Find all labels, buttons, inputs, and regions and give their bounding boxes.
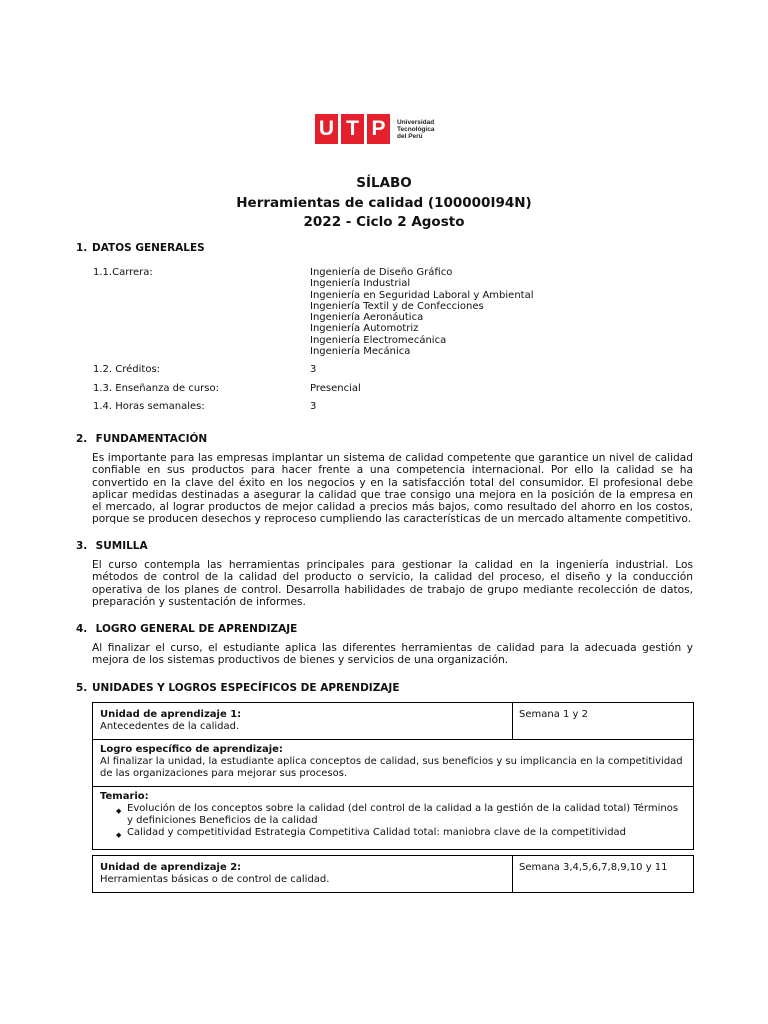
title-silabo: SÍLABO xyxy=(356,175,412,191)
carrera-label: 1.1.Carrera: xyxy=(93,267,153,278)
unidad-1-header: Unidad de aprendizaje 1: Antecedentes de la calidad. xyxy=(100,709,242,732)
section-fundamentacion: 2. FUNDAMENTACIÓN xyxy=(76,433,208,445)
fundamentacion-text: Es importante para las empresas implantar un sistema de calidad competente que garantice un nivel de calidad confiable en sus productos para hacer frente a una competencia internacional. Por ello la calidad se ha convertido en la clave del éxito en los negocios y en la satisfacción total del consumidor. El profesional debe aplicar medidas destinadas a asegurar la calidad que trae consigo una mejora en la posición de la empresa en el mercado, al lograr productos de mejor calidad a precios más bajos, como resultado del ahorro en los costos, porque se producen desechos y reproceso cumpliendo las características de un mercado altamente competitivo. xyxy=(92,452,693,526)
carrera-item: Ingeniería Aeronáutica xyxy=(310,312,424,324)
creditos-value: 3 xyxy=(310,364,317,375)
temario-item: ◆ Calidad y competitividad Estrategia Competitiva Calidad total: maniobra clave de la competitividad xyxy=(127,827,686,839)
logo-letter-t: T xyxy=(341,114,364,144)
section-sumilla: 3. SUMILLA xyxy=(76,540,148,552)
unidad-2-table xyxy=(92,855,694,893)
document-title xyxy=(0,174,768,233)
unidad-1-temario: Temario: ◆ Evolución de los conceptos sobre la calidad (del control de la calidad a la gestión de la calidad total) Términos y definiciones Beneficios de la calidad ◆ Calidad y competitividad Estrategia Competitiva Calidad total: maniobra clave de la competitividad xyxy=(100,791,686,839)
unidad-1-table xyxy=(92,702,694,850)
logo-letter-u: U xyxy=(315,114,338,144)
section-datos-generales: 1. DATOS GENERALES xyxy=(76,242,205,254)
unidad-2-semana: Semana 3,4,5,6,7,8,9,10 y 11 xyxy=(519,862,668,873)
temario-item: ◆ Evolución de los conceptos sobre la calidad (del control de la calidad a la gestión de la calidad total) Términos y definiciones Beneficios de la calidad xyxy=(127,803,686,827)
carrera-item: Ingeniería Industrial xyxy=(310,278,411,290)
unidad-1-semana: Semana 1 y 2 xyxy=(519,709,589,720)
horas-label: 1.4. Horas semanales: xyxy=(93,401,205,412)
logo-text: Universidad Tecnológica del Perú xyxy=(397,118,435,140)
unidad-1-logro: Logro específico de aprendizaje: Al finalizar la unidad, la estudiante aplica conceptos de calidad, sus beneficios y su implicancia en la competitividad de las organizaciones para mejorar sus procesos. xyxy=(100,744,683,779)
carrera-list xyxy=(310,267,533,357)
horas-value: 3 xyxy=(310,401,317,412)
ensenanza-value: Presencial xyxy=(310,383,361,394)
unidad-1-name: Antecedentes de la calidad. xyxy=(100,721,240,732)
title-course: Herramientas de calidad (100000I94N) xyxy=(236,194,532,211)
title-period: 2022 - Ciclo 2 Agosto xyxy=(303,214,465,230)
carrera-item: Ingeniería Mecánica xyxy=(310,346,411,358)
section-logro-general: 4. LOGRO GENERAL DE APRENDIZAJE xyxy=(76,623,298,635)
section-unidades: 5. UNIDADES Y LOGROS ESPECÍFICOS DE APRENDIZAJE xyxy=(76,682,400,694)
carrera-item: Ingeniería Electromecánica xyxy=(310,334,447,346)
ensenanza-label: 1.3. Enseñanza de curso: xyxy=(93,383,219,394)
carrera-item: Ingeniería en Seguridad Laboral y Ambiental xyxy=(310,289,534,301)
logo-letter-p: P xyxy=(367,114,390,144)
utp-logo xyxy=(315,114,434,144)
logro-general-text: Al finalizar el curso, el estudiante aplica las diferentes herramientas de calidad para la adecuada gestión y mejora de los sistemas productivos de bienes y servicios de una organización. xyxy=(92,642,693,667)
carrera-item: Ingeniería de Diseño Gráfico xyxy=(310,267,453,278)
unidad-2-name: Herramientas básicas o de control de calidad. xyxy=(100,874,330,885)
unidad-2-header: Unidad de aprendizaje 2: Herramientas básicas o de control de calidad. xyxy=(100,862,330,885)
creditos-label: 1.2. Créditos: xyxy=(93,364,161,375)
sumilla-text: El curso contempla las herramientas principales para gestionar la calidad en la ingeniería industrial. Los métodos de control de la calidad del producto o servicio, la calidad del proceso, el diseño y la conducción operativa de los planes de control. Desarrolla habilidades de trabajo de grupo mediante recolección de datos, preparación y sustentación de informes. xyxy=(92,559,693,608)
carrera-item: Ingeniería Textil y de Confecciones xyxy=(310,300,484,312)
carrera-item: Ingeniería Automotriz xyxy=(310,323,419,335)
